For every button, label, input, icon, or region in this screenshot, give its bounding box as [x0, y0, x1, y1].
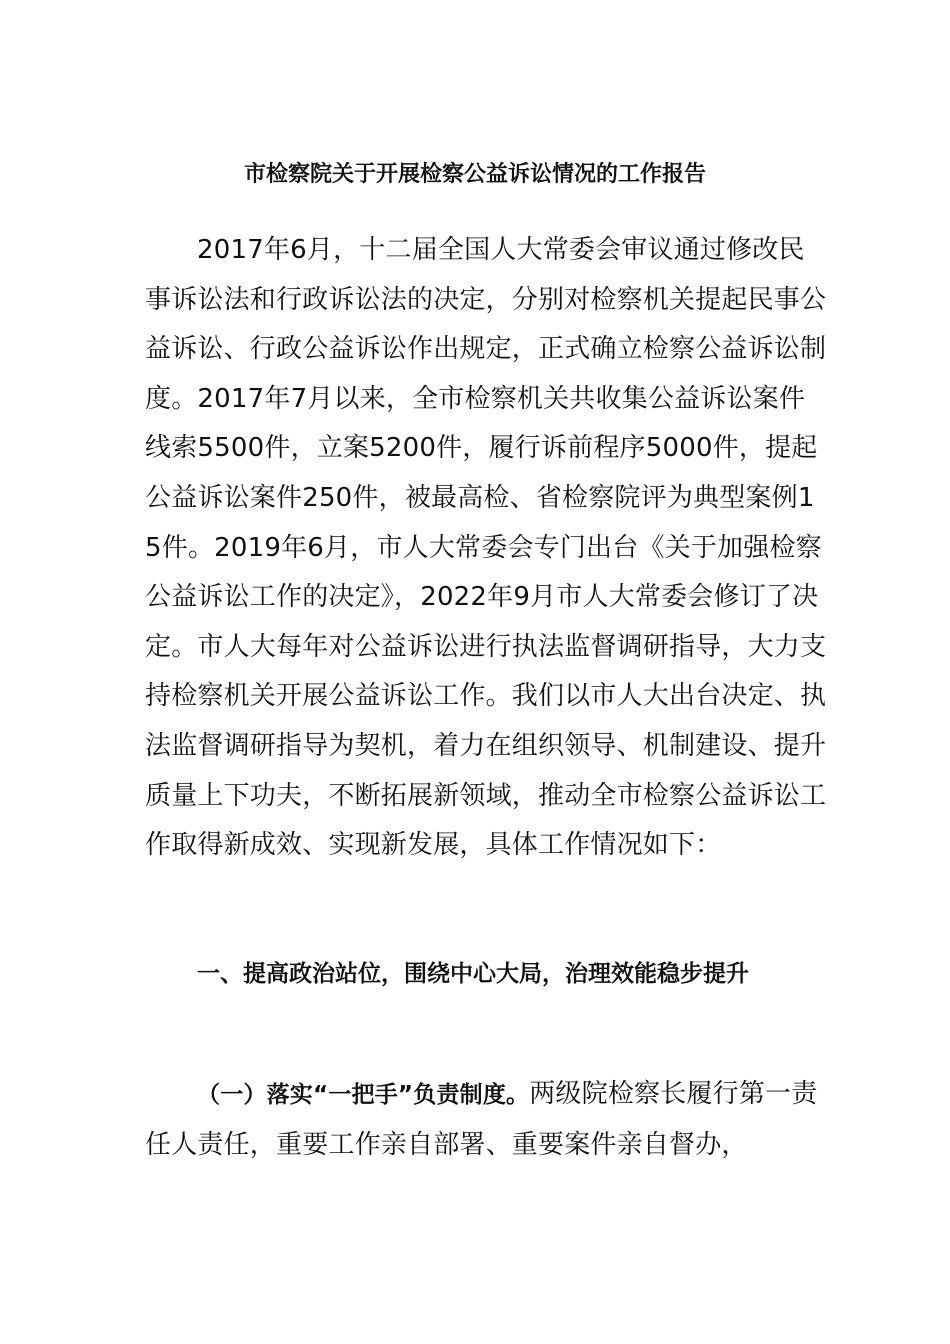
- document-title: 市检察院关于开展检察公益诉讼情况的工作报告: [243, 162, 706, 187]
- subsection-paragraph-1: [145, 1070, 827, 1170]
- section-heading-1: 一、提高政治站位，围绕中心大局，治理效能稳步提升: [197, 961, 749, 987]
- subsection-lead-1: （一）落实“一把手”负责制度。: [197, 1082, 530, 1108]
- subsection-text-1: 两级院检察长履行第一责任人责任，重要工作亲自部署、重要案件亲自督办，: [145, 1079, 818, 1160]
- intro-paragraph: 2017年6月，十二届全国人大常委会审议通过修改民事诉讼法和行政诉讼法的决定，分别对检察机关提起民事公益诉讼、行政公益诉讼作出规定，正式确立检察公益诉讼制度。2017年7月以来，全市检察机关共收集公益诉讼案件线索5500件，立案5200件，履行诉前程序5000件，提起公益诉讼案件250件，被最高检、省检察院评为典型案例15件。2019年6月，市人大常委会专门出台《关于加强检察公益诉讼工作的决定》，2022年9月市人大常委会修订了决定。市人大每年对公益诉讼进行执法监督调研指导，大力支持检察机关开展公益诉讼工作。我们以市人大出台决定、执法监督调研指导为契机，着力在组织领导、机制建设、提升质量上下功夫，不断拓展新领域，推动全市检察公益诉讼工作取得新成效、实现新发展，具体工作情况如下：: [145, 235, 827, 861]
